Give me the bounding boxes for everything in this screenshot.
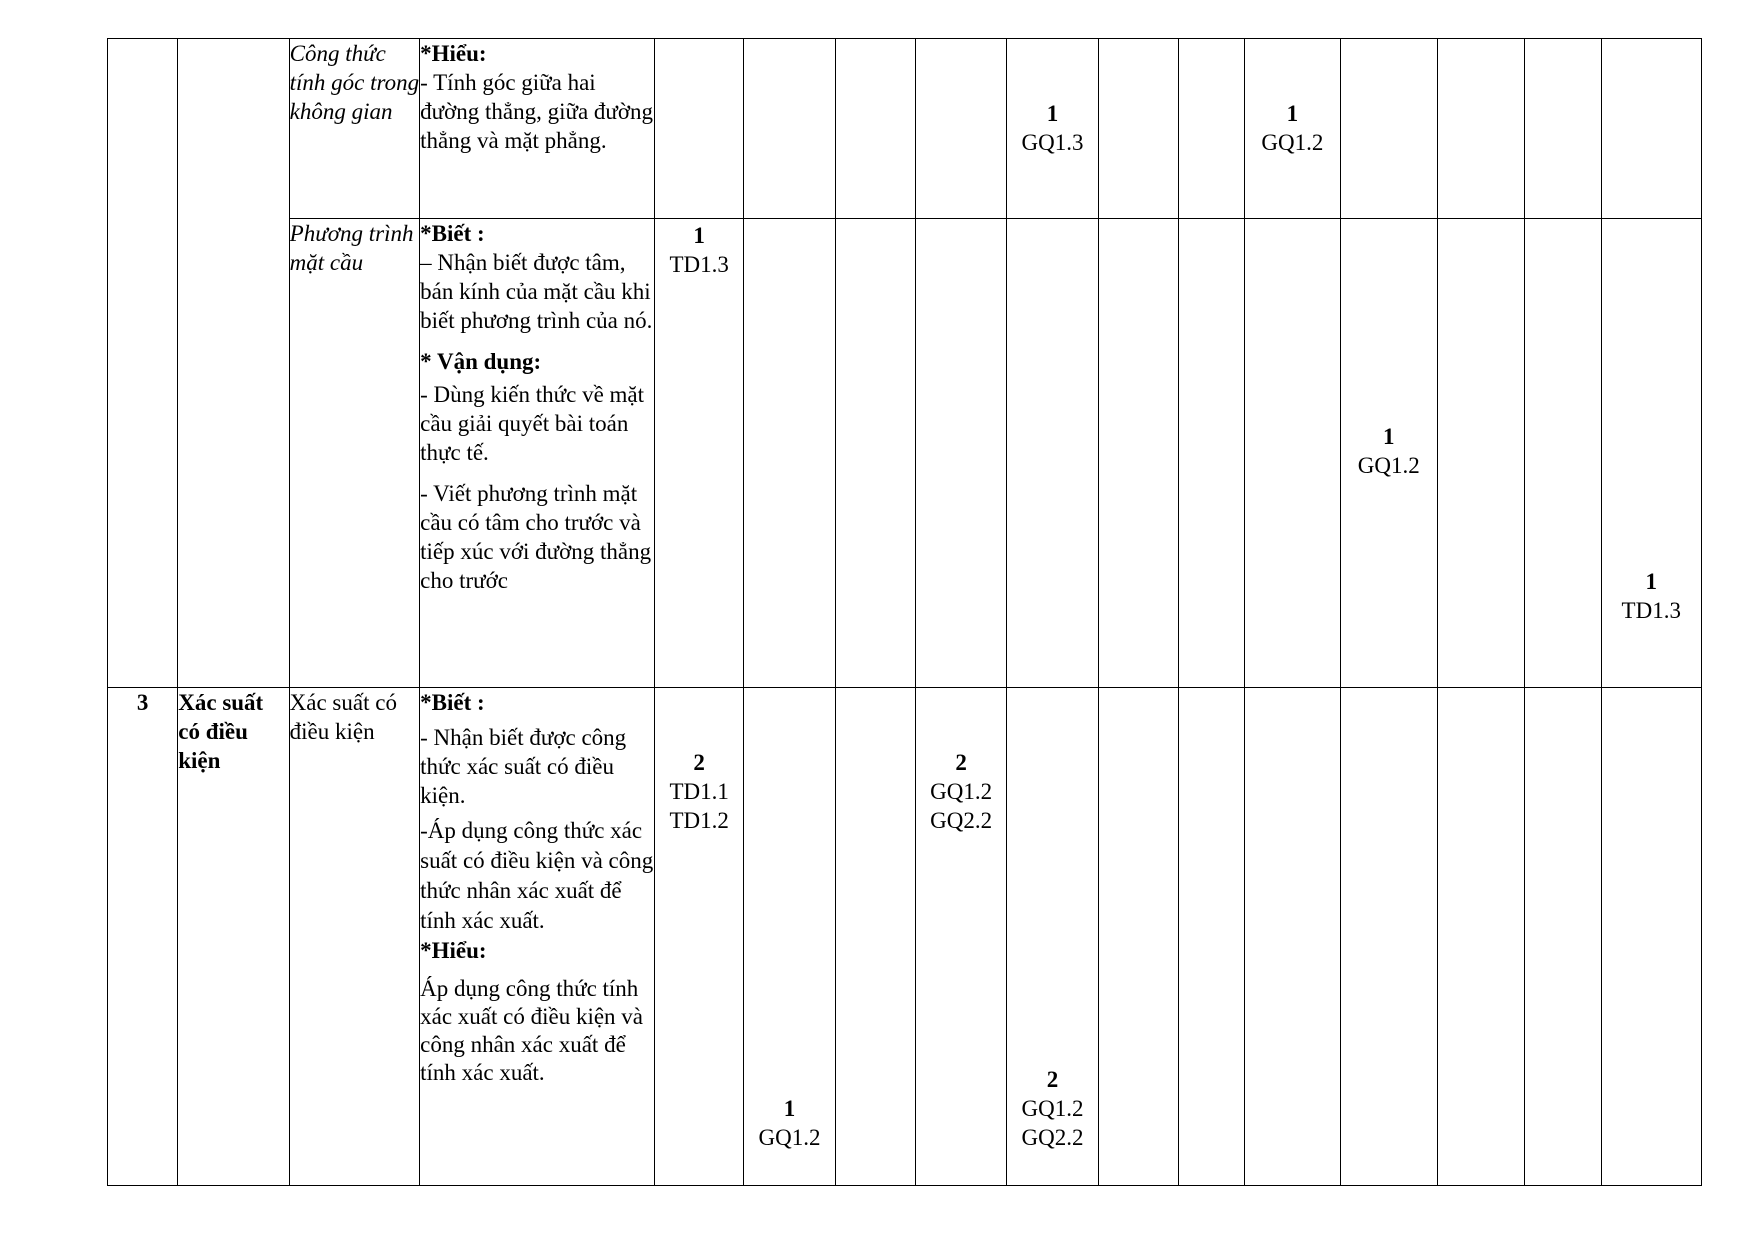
count-cell	[915, 688, 1006, 1186]
level-heading: *Biết :	[420, 221, 485, 246]
level-heading: * Vận dụng:	[420, 349, 542, 374]
content-cell	[420, 688, 655, 1186]
count-cell	[835, 219, 915, 688]
count-cell	[655, 688, 744, 1186]
table-row	[108, 219, 1702, 688]
requirement-text: - Dùng kiến thức về mặt cầu giải quyết bài toán thực tế.	[420, 382, 645, 465]
lesson-name: Phương trình mặt cầu	[289, 221, 414, 275]
assessment-matrix-table	[107, 38, 1702, 1186]
count-cell	[1098, 219, 1178, 688]
requirement-text: Áp dụng công thức tính xác xuất có điều kiện và công nhân xác xuất để tính xác xuất.	[420, 976, 644, 1085]
count-cell	[1245, 219, 1340, 688]
stt-cell	[108, 39, 178, 688]
question-count: 1	[1382, 424, 1395, 449]
question-count: 1	[1046, 101, 1059, 126]
competency-code: TD1.3	[1621, 598, 1681, 623]
lesson-name: Công thức tính góc trong không gian	[289, 41, 420, 124]
requirement-text: – Nhận biết được tâm, bán kính của mặt cầu khi biết phương trình của nó.	[420, 250, 653, 333]
requirement-text: - Nhận biết được công thức xác suất có điều kiện.	[420, 725, 627, 808]
count-cell	[1437, 39, 1524, 219]
question-count: 1	[1286, 101, 1299, 126]
count-cell	[915, 219, 1006, 688]
count-cell	[1525, 688, 1601, 1186]
count-cell	[1601, 219, 1701, 688]
count-cell	[1178, 219, 1244, 688]
question-count: 1	[783, 1096, 796, 1121]
competency-code: GQ2.2	[930, 808, 993, 833]
count-cell	[1007, 219, 1098, 688]
topic-cell	[178, 688, 289, 1186]
question-count: 2	[955, 750, 967, 775]
count-cell	[1007, 39, 1098, 219]
count-cell	[744, 39, 835, 219]
count-cell	[655, 39, 744, 219]
count-cell	[835, 688, 915, 1186]
question-count: 1	[1645, 569, 1657, 594]
table-row	[108, 39, 1702, 219]
topic-name: Xác suất có điều kiện	[178, 690, 264, 773]
competency-code: GQ1.2	[758, 1125, 821, 1150]
competency-code: GQ2.2	[1021, 1125, 1084, 1150]
count-cell	[1340, 688, 1437, 1186]
question-count: 2	[693, 750, 705, 775]
competency-code: TD1.2	[669, 808, 729, 833]
count-cell	[1098, 39, 1178, 219]
count-cell	[1340, 39, 1437, 219]
count-cell	[1178, 688, 1244, 1186]
count-cell	[744, 688, 835, 1186]
count-cell	[1098, 688, 1178, 1186]
count-cell	[1007, 688, 1098, 1186]
content-cell	[420, 39, 655, 219]
content-cell	[420, 219, 655, 688]
requirement-text: -Áp dụng công thức xác suất có điều kiện và công thức nhân xác xuất để tính xác xuất.	[420, 818, 654, 933]
row-number: 3	[136, 690, 149, 715]
count-cell	[1601, 39, 1701, 219]
lesson-cell	[289, 688, 419, 1186]
count-cell	[1437, 688, 1524, 1186]
count-cell	[744, 219, 835, 688]
question-count: 2	[1046, 1067, 1059, 1092]
requirement-text: - Tính góc giữa hai đường thẳng, giữa đường thẳng và mặt phẳng.	[420, 70, 654, 153]
count-cell	[1245, 688, 1340, 1186]
table-row	[108, 688, 1702, 1186]
level-heading: *Hiểu:	[420, 41, 487, 66]
count-cell	[1437, 219, 1524, 688]
lesson-name: Xác suất có điều kiện	[289, 690, 397, 744]
requirement-text: - Viết phương trình mặt cầu có tâm cho trước và tiếp xúc với đường thẳng cho trước	[420, 481, 652, 593]
competency-code: GQ1.2	[930, 779, 993, 804]
competency-code: GQ1.3	[1021, 130, 1084, 155]
competency-code: TD1.1	[669, 779, 729, 804]
lesson-cell	[289, 39, 419, 219]
competency-code: GQ1.2	[1261, 130, 1324, 155]
count-cell	[1601, 688, 1701, 1186]
competency-code: GQ1.2	[1357, 453, 1420, 478]
count-cell	[1340, 219, 1437, 688]
count-cell	[655, 219, 744, 688]
level-heading: *Biết :	[420, 690, 485, 715]
competency-code: TD1.3	[669, 252, 729, 277]
stt-cell	[108, 688, 178, 1186]
question-count: 1	[693, 223, 705, 248]
count-cell	[835, 39, 915, 219]
count-cell	[1525, 219, 1601, 688]
count-cell	[1178, 39, 1244, 219]
count-cell	[1245, 39, 1340, 219]
count-cell	[915, 39, 1006, 219]
lesson-cell	[289, 219, 419, 688]
topic-cell	[178, 39, 289, 688]
competency-code: GQ1.2	[1021, 1096, 1084, 1121]
count-cell	[1525, 39, 1601, 219]
level-heading: *Hiểu:	[420, 938, 487, 963]
